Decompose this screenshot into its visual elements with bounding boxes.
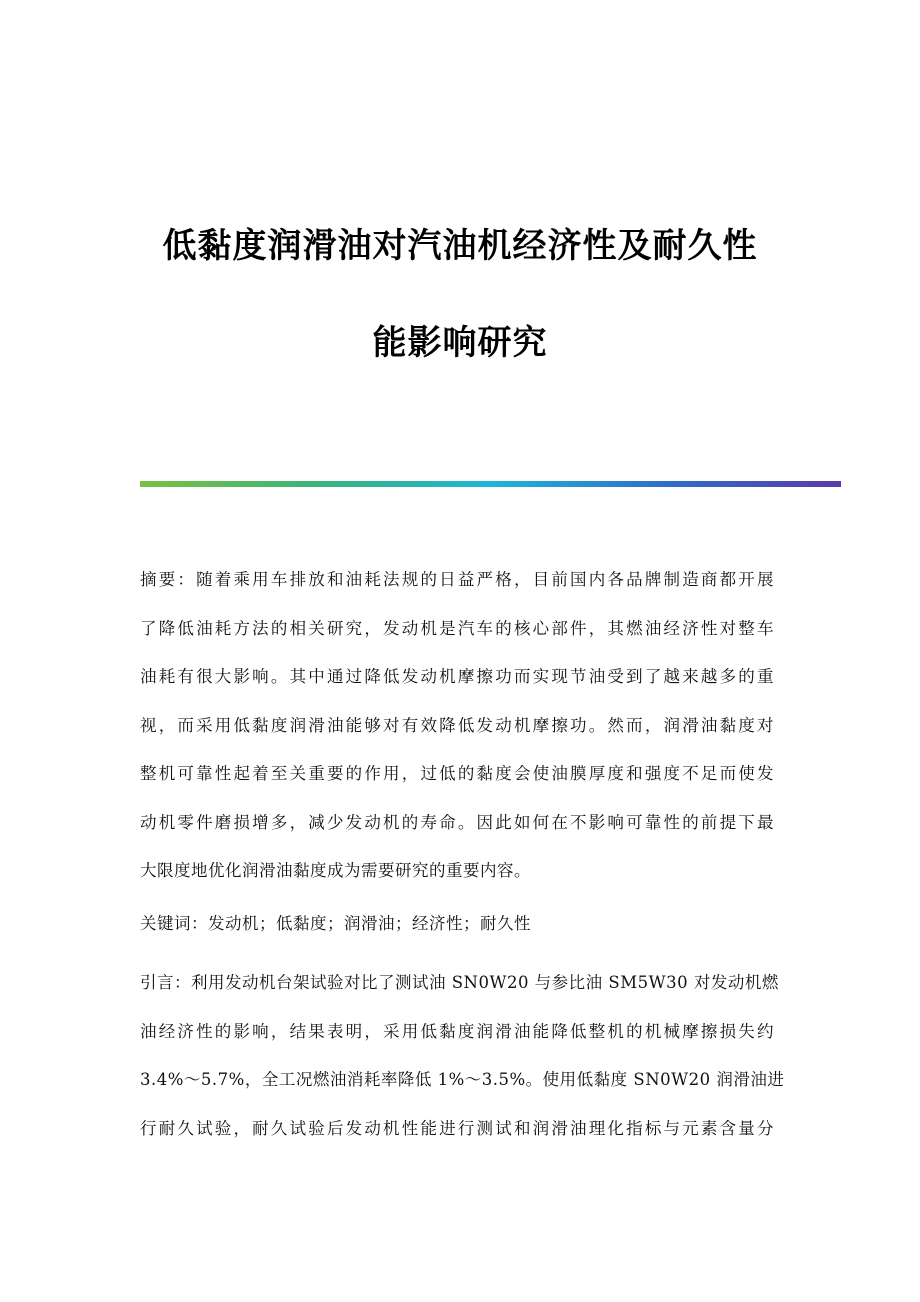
abstract-paragraph: [140, 556, 774, 896]
keywords-line: 关键词：发动机；低黏度；润滑油；经济性；耐久性: [140, 914, 531, 933]
abstract-line: 动机零件磨损增多，减少发动机的寿命。因此如何在不影响可靠性的前提下最: [140, 812, 774, 832]
intro-line: 行耐久试验，耐久试验后发动机性能进行测试和润滑油理化指标与元素含量分: [140, 1118, 774, 1138]
title-divider: [140, 481, 841, 487]
abstract-line: 视，而采用低黏度润滑油能够对有效降低发动机摩擦功。然而，润滑油黏度对: [140, 715, 774, 735]
abstract-line: 油耗有很大影响。其中通过降低发动机摩擦功而实现节油受到了越来越多的重: [140, 667, 774, 686]
intro-line: 油经济性的影响，结果表明，采用低黏度润滑油能降低整机的机械摩擦损失约: [140, 1021, 774, 1041]
introduction-paragraph: [140, 959, 785, 1153]
abstract-line: 整机可靠性起着至关重要的作用，过低的黏度会使油膜厚度和强度不足而使发: [140, 764, 774, 783]
keywords-paragraph: [140, 900, 774, 949]
document-title-line-2: 能影响研究: [372, 323, 548, 363]
abstract-line: 摘要：随着乘用车排放和油耗法规的日益严格，目前国内各品牌制造商都开展: [140, 570, 774, 589]
document-title-line-1: 低黏度润滑油对汽油机经济性及耐久性: [162, 226, 758, 266]
intro-line: 3.4%～5.7%，全工况燃油消耗率降低 1%～3.5%。使用低黏度 SN0W20 润滑油进: [140, 1070, 785, 1089]
abstract-line: 大限度地优化润滑油黏度成为需要研究的重要内容。: [140, 861, 531, 880]
intro-line: 引言：利用发动机台架试验对比了测试油 SN0W20 与参比油 SM5W30 对发动机燃: [140, 973, 779, 992]
abstract-line: 了降低油耗方法的相关研究，发动机是汽车的核心部件，其燃油经济性对整车: [140, 618, 774, 638]
